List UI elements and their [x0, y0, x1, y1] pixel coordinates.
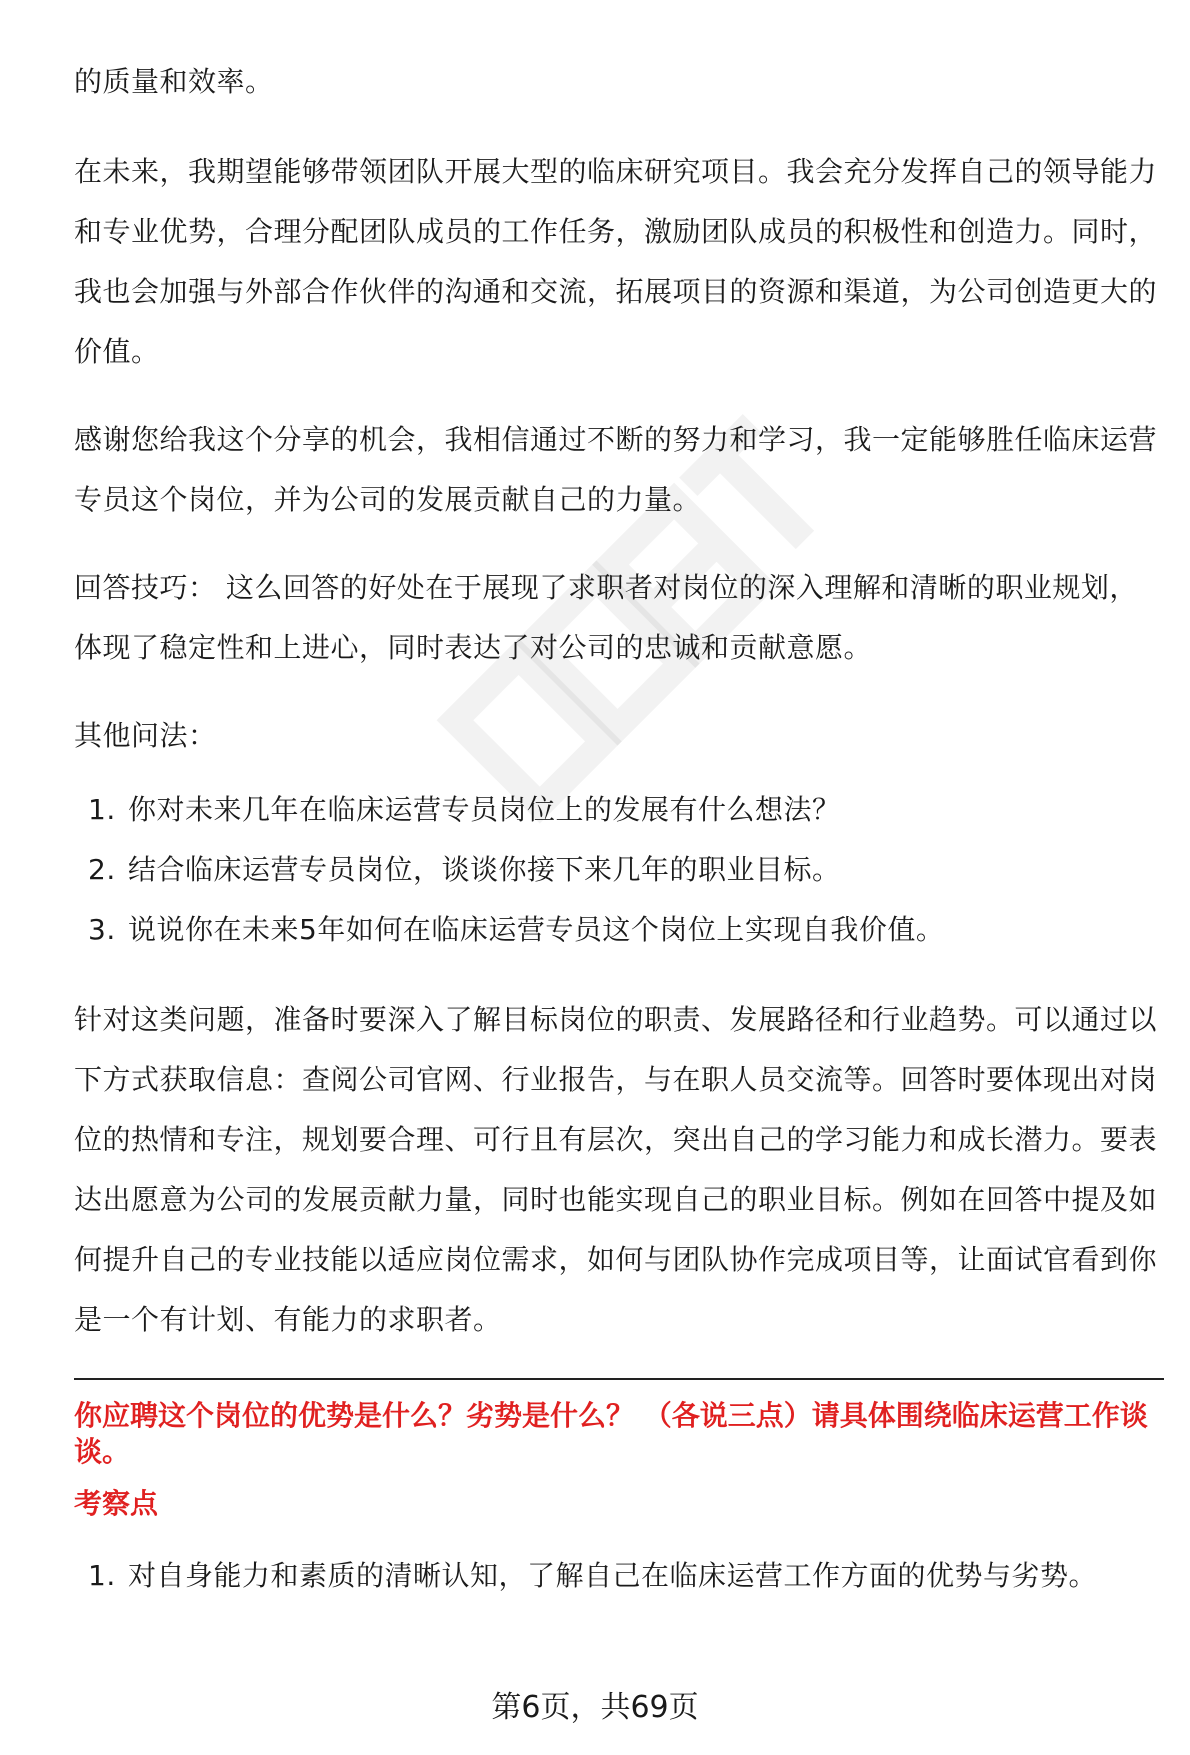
- list-item-number: 1.: [88, 793, 116, 826]
- list-item-number: 3.: [88, 913, 116, 946]
- list-item-text: 结合临床运营专员岗位，谈谈你接下来几年的职业目标。: [128, 853, 841, 886]
- page-number-footer: 第6页，共69页: [491, 1690, 699, 1725]
- other-questions-list: [74, 780, 1164, 960]
- paragraph-thanks: 感谢您给我这个分享的机会，我相信通过不断的努力和学习，我一定能够胜任临床运营专员这个岗位，并为公司的发展贡献自己的力量。: [74, 423, 1158, 516]
- paragraph-advice: 针对这类问题，准备时要深入了解目标岗位的职责、发展路径和行业趋势。可以通过以下方式获取信息：查阅公司官网、行业报告，与在职人员交流等。回答时要体现出对岗位的热情和专注，规划要合理、可行且有层次，突出自己的学习能力和成长潜力。要表达出愿意为公司的发展贡献力量，同时也能实现自己的职业目标。例如在回答中提及如何提升自己的专业技能以适应岗位需求，如何与团队协作完成项目等，让面试官看到你是一个有计划、有能力的求职者。: [74, 1003, 1158, 1336]
- list-item-text: 说说你在未来5年如何在临床运营专员这个岗位上实现自我价值。: [128, 913, 945, 946]
- list-item: [74, 840, 1164, 900]
- paragraph-answer-tip: 回答技巧： 这么回答的好处在于展现了求职者对岗位的深入理解和清晰的职业规划，体现了稳定性和上进心，同时表达了对公司的忠诚和贡献意愿。: [74, 571, 1138, 664]
- paragraph-continuation: 的质量和效率。: [74, 65, 274, 98]
- section-heading-assessment: 考察点: [74, 1487, 159, 1520]
- list-item: [74, 900, 1164, 960]
- paragraph-other-asks: 其他问法：: [74, 719, 217, 752]
- list-item-number: 2.: [88, 853, 116, 886]
- paragraph-future-plan: 在未来，我期望能够带领团队开展大型的临床研究项目。我会充分发挥自己的领导能力和专业优势，合理分配团队成员的工作任务，激励团队成员的积极性和创造力。同时，我也会加强与外部合作伙伴的沟通和交流，拓展项目的资源和渠道，为公司创造更大的价值。: [74, 155, 1158, 368]
- list-item-text: 你对未来几年在临床运营专员岗位上的发展有什么想法？: [128, 793, 841, 826]
- list-item: [74, 1546, 1164, 1606]
- list-item-text: 对自身能力和素质的清晰认知，了解自己在临床运营工作方面的优势与劣势。: [128, 1559, 1098, 1592]
- document-page: [74, 52, 1164, 1636]
- question-heading: 你应聘这个岗位的优势是什么？劣势是什么？ （各说三点）请具体围绕临床运营工作谈谈。: [74, 1399, 1148, 1468]
- section-divider: [74, 1378, 1164, 1380]
- list-item-number: 1.: [88, 1559, 116, 1592]
- list-item: [74, 780, 1164, 840]
- assessment-points-list: [74, 1546, 1164, 1606]
